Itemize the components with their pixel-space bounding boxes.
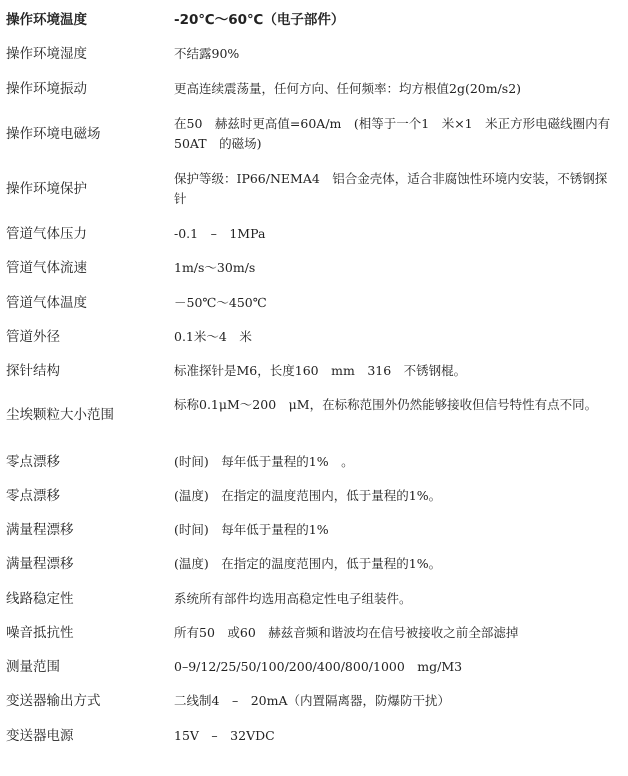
row-value: (时间) 每年低于量程的1% [174,522,329,537]
row-label: 管道气体温度 [6,295,87,311]
row-value: 0–9/12/25/50/100/200/400/800/1000 mg/M3 [174,659,463,674]
row-value: (温度) 在指定的温度范围内，低于量程的1%。 [174,488,442,503]
row-value: 1m/s～30m/s [174,260,256,275]
row-value: 在50 赫兹时更高值=60A/m (相等于一个1 米×1 米正方形电磁线圈内有50AT 的磁场) [174,116,611,151]
row-label: 操作环境振动 [6,81,87,97]
row-value: (时间) 每年低于量程的1% 。 [174,454,354,469]
row-value: 更高连续震荡量，任何方向、任何频率：均方根值2g(20m/s2) [174,81,522,96]
row-label: 操作环境保护 [6,181,87,197]
row-label: 管道气体压力 [6,226,87,242]
row-label: 满量程漂移 [6,556,74,572]
row-value: 15V – 32VDC [174,728,275,743]
row-value: 标准探针是M6，长度160 mm 316 不锈钢棍。 [174,363,467,378]
row-label: 操作环境温度 [6,12,87,28]
row-value: 不结露90% [174,46,240,61]
row-value: -0.1 – 1MPa [174,226,266,241]
row-label: 测量范围 [6,659,60,675]
row-label: 零点漂移 [6,488,60,504]
row-label: 满量程漂移 [6,522,74,538]
row-value: 0.1米～4 米 [174,329,252,344]
row-label: 线路稳定性 [6,591,74,607]
row-value: －50℃～450℃ [174,295,267,310]
row-label: 零点漂移 [6,454,60,470]
row-value: -20℃～60℃（电子部件） [174,12,345,28]
row-label: 变送器电源 [6,728,74,744]
row-label: 操作环境湿度 [6,46,87,62]
row-value: (温度) 在指定的温度范围内，低于量程的1%。 [174,556,442,571]
row-label: 管道外径 [6,329,60,345]
row-value: 系统所有部件均选用高稳定性电子组装件。 [174,591,412,606]
row-value: 二线制4 – 20mA（内置隔离器，防爆防干扰） [174,693,450,708]
row-label: 尘埃颗粒大小范围 [6,407,114,423]
row-label: 管道气体流速 [6,260,87,276]
row-label: 变送器输出方式 [6,693,101,709]
row-value: 标称0.1μM～200 μM，在标称范围外仍然能够接收但信号特性有点不同。 [174,397,598,412]
row-value: 保护等级：IP66/NEMA4 铝合金壳体，适合非腐蚀性环境内安装，不锈钢探针 [174,171,608,206]
row-label: 操作环境电磁场 [6,126,101,142]
row-label: 噪音抵抗性 [6,625,74,641]
row-value: 所有50 或60 赫兹音频和谐波均在信号被接收之前全部滤掉 [174,625,519,640]
row-label: 探针结构 [6,363,60,379]
